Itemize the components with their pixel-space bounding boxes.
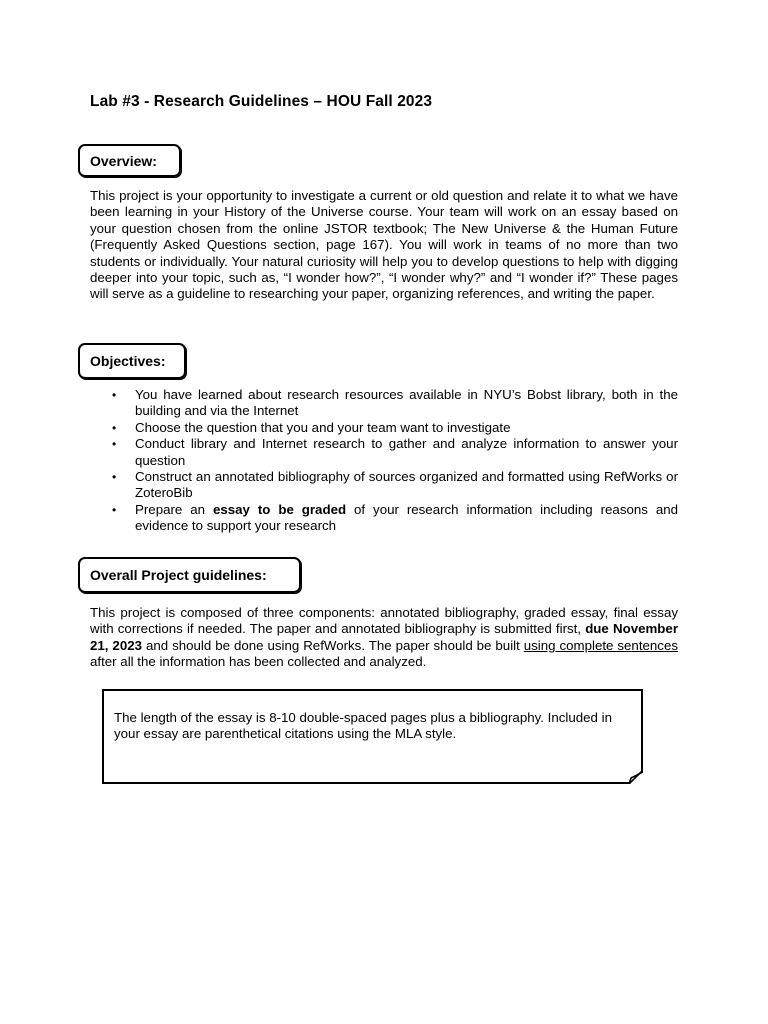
bullet-icon: • bbox=[112, 420, 117, 435]
essay-length-note bbox=[102, 689, 643, 784]
list-item bbox=[112, 502, 678, 535]
objectives-heading-box bbox=[78, 343, 186, 379]
objective-text: Construct an annotated bibliography of sources organized and formatted using RefWorks or ZoteroBib bbox=[135, 469, 678, 501]
essay-graded-emphasis: essay to be graded bbox=[212, 501, 347, 517]
objectives-heading: Objectives: bbox=[90, 353, 166, 369]
complete-sentences-emphasis: using complete sentences bbox=[523, 637, 678, 653]
folded-corner-icon bbox=[629, 770, 643, 784]
bullet-icon: • bbox=[112, 470, 117, 485]
objective-text: Conduct library and Internet research to gather and analyze information to answer your question bbox=[135, 436, 678, 468]
overview-heading-box bbox=[78, 144, 181, 177]
list-item bbox=[112, 387, 678, 420]
bullet-icon: • bbox=[112, 502, 117, 517]
objective-text: Choose the question that you and your team want to investigate bbox=[135, 419, 511, 435]
guidelines-heading: Overall Project guidelines: bbox=[90, 567, 267, 583]
list-item bbox=[112, 469, 678, 502]
objective-text: Prepare an essay to be graded of your research information including reasons and evidence to support your research bbox=[135, 501, 679, 534]
objectives-list bbox=[112, 387, 678, 535]
objective-text: You have learned about research resources available in NYU’s Bobst library, both in the building and via the Internet bbox=[135, 387, 678, 419]
page-title: Lab #3 - Research Guidelines – HOU Fall 2023 bbox=[90, 93, 433, 110]
list-item bbox=[112, 420, 678, 436]
list-item bbox=[112, 436, 678, 469]
guidelines-heading-box bbox=[78, 557, 301, 593]
bullet-icon: • bbox=[112, 388, 117, 402]
guidelines-paragraph: This project is composed of three components: annotated bibliography, graded essay, final essay with corrections if needed. The paper and annotated bibliography is submitted first, due November 21, 2023 and should be done using RefWorks. The paper should be built using complete sentences after all the information has been collected and analyzed. bbox=[90, 605, 678, 670]
overview-heading: Overview: bbox=[90, 152, 157, 169]
overview-paragraph: This project is your opportunity to investigate a current or old question and relate it to what we have been learning in your History of the Universe course. Your team will work on an essay based on your question chosen from the online JSTOR textbook; The New Universe & the Human Future (Frequently Asked Questions section, page 167). You will work in teams of no more than two students or individually. Your natural curiosity will help you to develop questions to help with digging deeper into your topic, such as, “I wonder how?”, “I wonder why?” and “I wonder if?” These pages will serve as a guideline to researching your paper, organizing references, and writing the paper. bbox=[90, 188, 678, 302]
note-text: The length of the essay is 8-10 double-spaced pages plus a bibliography. Included in your essay are parenthetical citations using the MLA style. bbox=[114, 710, 612, 742]
due-date: due November 21, 2023 bbox=[90, 621, 678, 653]
bullet-icon: • bbox=[112, 437, 117, 452]
